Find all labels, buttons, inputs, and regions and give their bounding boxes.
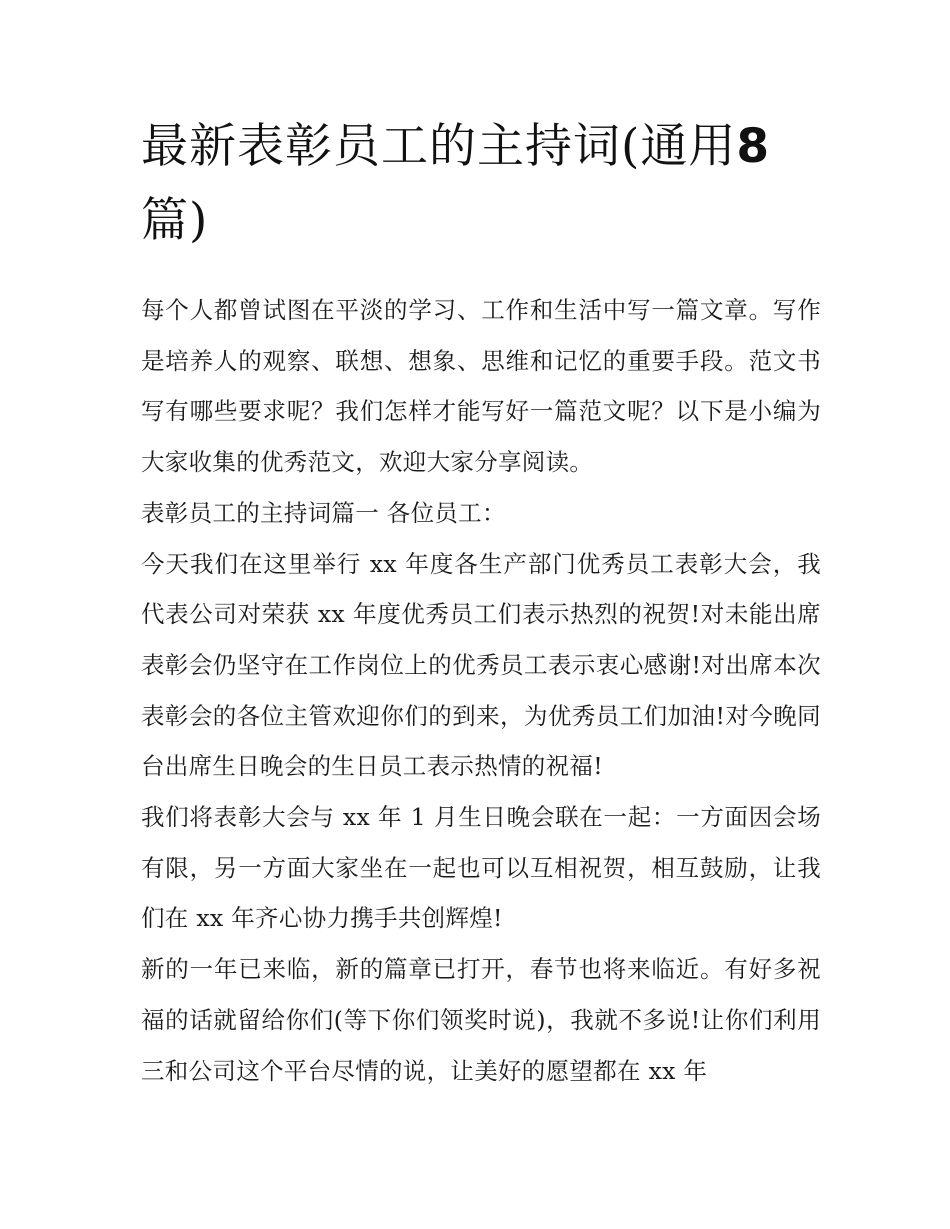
body-paragraph: 我们将表彰大会与 xx 年 1 月生日晚会联在一起：一方面因会场有限，另一方面大家坐在一起也可以互相祝贺，相互鼓励，让我们在 xx 年齐心协力携手共创辉煌! [141,803,821,933]
document-page [141,110,821,1096]
intro-paragraph: 每个人都曾试图在平淡的学习、工作和生活中写一篇文章。写作是培养人的观察、联想、想象、思维和记忆的重要手段。范文书写有哪些要求呢？我们怎样才能写好一篇范文呢？以下是小编为大家收集的优秀范文，欢迎大家分享阅读。 [141,296,821,477]
section-heading-paragraph: 表彰员工的主持词篇一 各位员工： [141,498,506,527]
title-number: 8 [736,119,771,174]
body-paragraph: 新的一年已来临，新的篇章已打开，春节也将来临近。有好多祝福的话就留给你们(等下你们领奖时说)，我就不多说!让你们利用三和公司这个平台尽情的说，让美好的愿望都在 xx 年 [141,955,821,1085]
document-title [141,110,821,258]
document-body [141,285,821,1096]
title-main-text: 最新表彰员工的主持词(通用 [141,119,737,174]
body-paragraph: 今天我们在这里举行 xx 年度各生产部门优秀员工表彰大会，我代表公司对荣获 xx 年度优秀员工们表示热烈的祝贺!对未能出席表彰会仍坚守在工作岗位上的优秀员工表示衷心感谢!对出席本次表彰会的各位主管欢迎你们的到来，为优秀员工们加油!对今晚同台出席生日晚会的生日员工表示热情的祝福! [141,549,821,781]
title-end-text: 篇) [141,193,209,248]
